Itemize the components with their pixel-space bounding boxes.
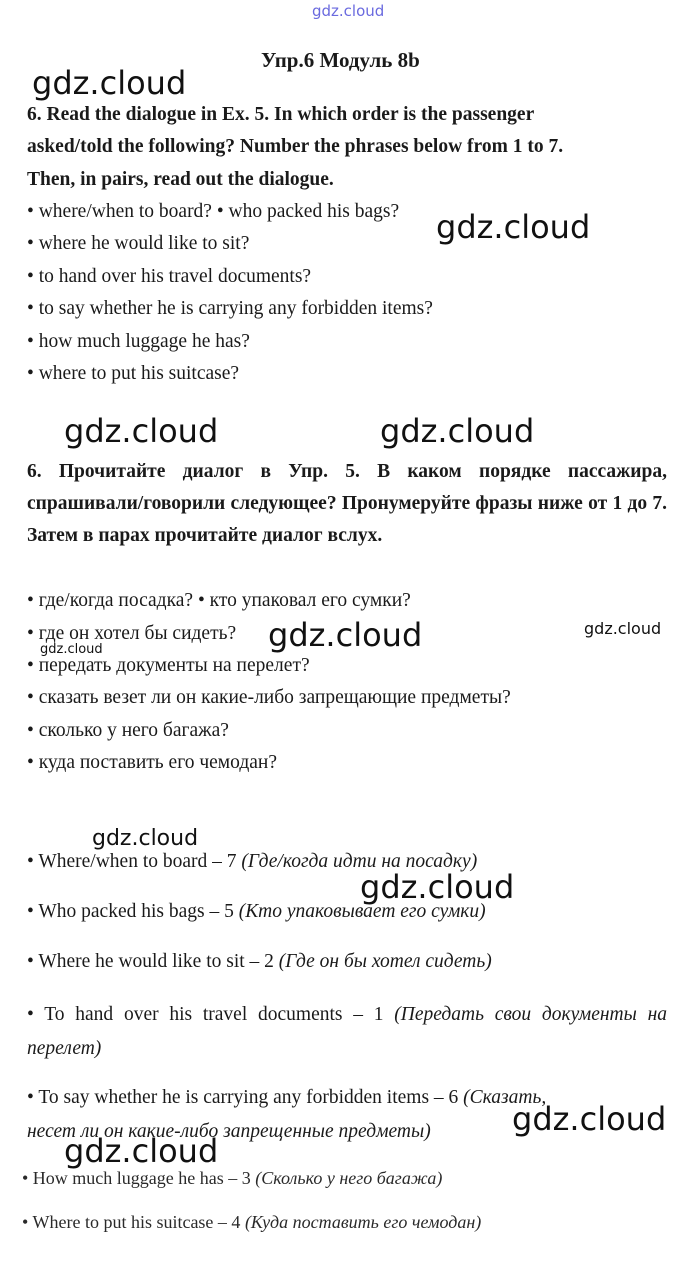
answer-en: • Where he would like to sit – 2 (27, 951, 279, 972)
list-item-ru: • где он хотел бы сидеть? (27, 623, 237, 644)
page-title: Упр.6 Модуль 8b (261, 48, 420, 72)
answer-en: • Where/when to board – 7 (27, 851, 242, 872)
answer-en: • How much luggage he has – 3 (22, 1168, 256, 1188)
list-item-ru: • передать документы на перелет? (27, 655, 310, 676)
answer-ru: (Кто упаковывает его сумки) (238, 901, 486, 922)
list-item-en: • where he would like to sit? (27, 233, 250, 254)
answer-en: • To say whether he is carrying any forbidden items – 6 (27, 1087, 464, 1108)
list-item-en: • where to put his suitcase? (27, 363, 240, 384)
list-item-ru: • куда поставить его чемодан? (27, 752, 277, 773)
answer-item (27, 1081, 587, 1149)
answer-ru: (Где/когда идти на посадку) (241, 851, 478, 872)
task-ru: 6. Прочитайте диалог в Упр. 5. В каком порядке пассажира, спрашивали/говорили следующее? Пронумеруйте фразы ниже от 1 до 7. Затем в парах прочитайте диалог вслух. (27, 461, 667, 546)
watermark: gdz.cloud (64, 1132, 219, 1170)
task-en-line-1: 6. Read the dialogue in Ex. 5. In which order is the passenger (27, 104, 535, 125)
watermark: gdz.cloud (32, 64, 187, 102)
answer-item (27, 998, 667, 1066)
list-item-ru: • сколько у него багажа? (27, 720, 229, 741)
list-item-ru: • сказать везет ли он какие-либо запрещающие предметы? (27, 687, 511, 708)
list-item-en: • where/when to board? • who packed his bags? (27, 201, 400, 222)
list-item-en: • to say whether he is carrying any forbidden items? (27, 298, 433, 319)
answer-ru: (Передать свои документы на перелет) (27, 1004, 667, 1059)
answer-ru: (Где он бы хотел сидеть) (278, 951, 492, 972)
answer-item (22, 1168, 442, 1189)
answer-item (27, 901, 486, 923)
task-en-line-2: asked/told the following? Number the phrases below from 1 to 7. (27, 136, 564, 157)
watermark: gdz.cloud (92, 826, 199, 851)
answer-en: • To hand over his travel documents – 1 (27, 1004, 395, 1025)
watermark: gdz.cloud (436, 208, 591, 246)
answer-en: • Where to put his suitcase – 4 (22, 1212, 245, 1232)
watermark: gdz.cloud (40, 642, 103, 657)
answer-ru: (Сказать, несет ли он какие-либо запрещенные предметы) (27, 1087, 547, 1142)
list-item-en: • how much luggage he has? (27, 331, 250, 352)
answer-item (22, 1212, 481, 1233)
watermark: gdz.cloud (380, 412, 535, 450)
watermark: gdz.cloud (360, 868, 515, 906)
answer-item (27, 951, 492, 973)
list-item-en: • to hand over his travel documents? (27, 266, 312, 287)
answer-item (27, 851, 477, 873)
list-item-ru: • где/когда посадка? • кто упаковал его сумки? (27, 590, 411, 611)
answer-en: • Who packed his bags – 5 (27, 901, 239, 922)
task-en-line-3: Then, in pairs, read out the dialogue. (27, 169, 334, 190)
answer-ru: (Куда поставить его чемодан) (244, 1212, 482, 1232)
watermark-top: gdz.cloud (312, 2, 385, 20)
answer-ru: (Сколько у него багажа) (255, 1168, 443, 1188)
watermark: gdz.cloud (64, 412, 219, 450)
watermark: gdz.cloud (268, 616, 423, 654)
watermark: gdz.cloud (584, 619, 662, 638)
watermark: gdz.cloud (512, 1100, 667, 1138)
